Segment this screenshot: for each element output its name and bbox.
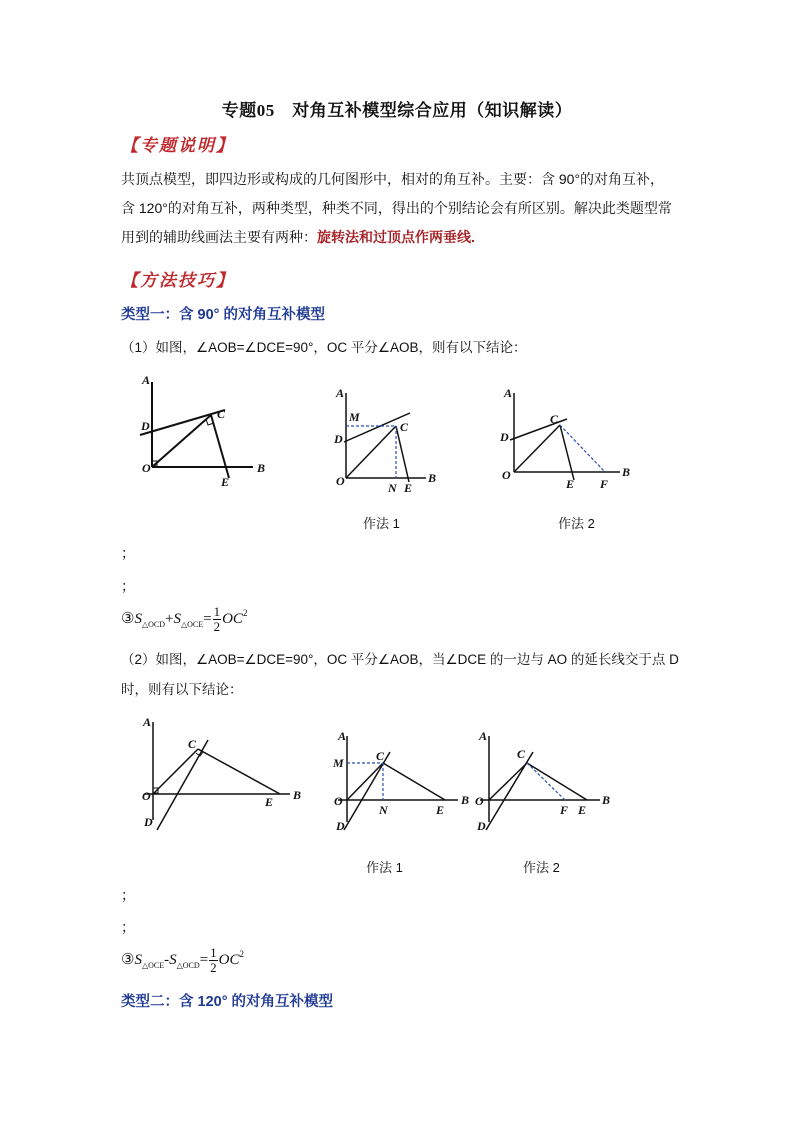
conclusion-3-placeholder: ； [121,887,135,903]
intro-paragraph [121,165,681,252]
type1-item2-line2: 时，则有以下结论： [121,682,243,697]
fig2c-label-E: E [578,803,587,817]
fig1a-label-B: B [257,461,266,475]
fig2b-label-N: N [379,803,388,817]
type1-item2 [121,648,691,698]
fig2a-label-D: D [144,815,153,829]
figure-1c [490,385,640,495]
fig1b-label-N: N [388,481,397,495]
fig2b-label-M: M [333,756,344,770]
fig2b-label-A: A [338,730,347,743]
fig2a-label-C: C [188,737,197,751]
type1-item1: （1）如图，∠AOB=∠DCE=90°，OC 平分∠AOB，则有以下结论： [121,340,527,355]
fig1b-label-E: E [404,481,413,495]
fig1a-label-C: C [217,407,226,421]
fig2b-label-E: E [436,803,445,817]
fig2a-label-E: E [265,795,274,809]
formula1-s1: S [134,610,142,627]
formula1-sub1: △OCD [141,619,165,629]
formula1-circle: ③ [121,610,135,627]
formula2-sup: 2 [239,948,244,959]
fig2a-label-A: A [143,715,152,729]
type1-heading-post: 的对角互补模型 [219,307,325,323]
fig1b-label-B: B [428,471,437,485]
caption-method-2a: 作法 2 [558,516,595,531]
conclusion-4-placeholder: ； [121,919,135,935]
caption-method-1a: 作法 1 [363,516,400,531]
fig2c-label-O: O [475,794,484,808]
intro-line-3-highlight: 旋转法和过顶点作两垂线. [317,229,475,245]
fig2c-label-F: F [560,803,569,817]
formula2-sub2: △OCD [176,960,200,970]
figure-1a [135,372,270,492]
formula2-s1: S [134,951,142,968]
type2-heading-num: 120° [197,994,228,1010]
intro-line-2: 含 120°的对角互补，两种类型，种类不同，得出的个别结论会有所区别。解决此类题型常 [121,200,672,216]
type2-heading [121,990,333,1011]
figure-2c [470,730,620,840]
section-heading-description: 【专题说明】 [121,136,235,155]
formula1-eq: = [203,610,212,627]
formula2-num: 1 [210,945,217,960]
figure-1b [318,385,453,495]
fig1c-label-C: C [550,412,559,426]
formula2-den: 2 [210,960,217,975]
type1-item2-line1: （2）如图，∠AOB=∠DCE=90°，OC 平分∠AOB，当∠DCE 的一边与 AO 的延长线交于点 D [121,652,679,667]
intro-line-3 [121,223,681,252]
type1-heading-num: 90° [197,307,220,323]
formula1-sup: 2 [242,607,248,618]
fig1b-label-C: C [400,420,409,434]
formula-area-difference [121,946,244,975]
intro-line-1: 共顶点模型，即四边形或构成的几何图形中，相对的角互补。主要：含 90°的对角互补， [121,171,665,187]
formula1-tail: OC [222,610,243,627]
fig2c-label-D: D [477,819,486,833]
conclusion-2-placeholder: ； [121,578,135,594]
fig2a-label-O: O [142,789,151,803]
fig1a-label-D: D [141,419,150,433]
fig1c-label-E: E [566,477,575,491]
formula2-eq: = [199,951,209,968]
formula2-op: - [164,951,170,968]
fig2c-label-A: A [479,730,488,743]
formula1-sub2: △OCE [180,619,204,629]
fig1b-label-D: D [334,432,343,446]
caption-method-2b: 作法 2 [523,860,560,875]
fig2b-label-B: B [461,793,470,807]
formula1-op: + [165,610,174,627]
figure-2b [328,730,473,840]
type2-heading-pre: 类型二：含 [121,994,198,1010]
formula2-fraction [209,946,218,975]
fig1b-label-O: O [336,474,345,488]
caption-method-1b: 作法 1 [366,860,403,875]
page-title: 专题05 对角互补模型综合应用（知识解读） [221,101,573,120]
type2-heading-post: 的对角互补模型 [227,994,334,1010]
fig1c-label-B: B [622,465,631,479]
intro-line-3-text: 用到的辅助线画法主要有两种： [121,229,317,245]
fig1a-label-A: A [142,373,151,387]
type1-heading-pre: 类型一：含 [121,307,198,323]
fig1a-label-E: E [221,475,230,489]
fig1c-label-O: O [502,468,511,482]
fig2b-label-C: C [376,749,385,763]
fig2c-label-C: C [517,747,526,761]
fig2b-label-O: O [334,794,343,808]
formula2-circle: ③ [121,951,135,968]
type1-heading [121,303,325,324]
fig1c-label-D: D [500,430,509,444]
fig1b-label-A: A [336,386,345,400]
fig2b-label-D: D [336,819,345,833]
formula2-tail: OC [218,951,240,968]
formula1-s2: S [173,610,181,627]
section-heading-methods: 【方法技巧】 [121,271,235,290]
formula2-sub1: △OCE [141,960,165,970]
formula2-s2: S [169,951,177,968]
fig2c-label-B: B [602,793,611,807]
formula1-fraction [213,605,222,634]
formula1-num: 1 [213,604,221,619]
figure-2a [135,712,310,837]
fig2a-label-B: B [293,788,302,802]
fig1c-label-A: A [504,386,513,400]
fig1a-label-O: O [142,461,151,475]
formula1-den: 2 [213,619,221,634]
formula-area-sum [121,605,247,634]
fig1c-label-F: F [600,477,609,491]
conclusion-1-placeholder: ； [121,545,135,561]
fig1b-label-M: M [349,410,360,424]
